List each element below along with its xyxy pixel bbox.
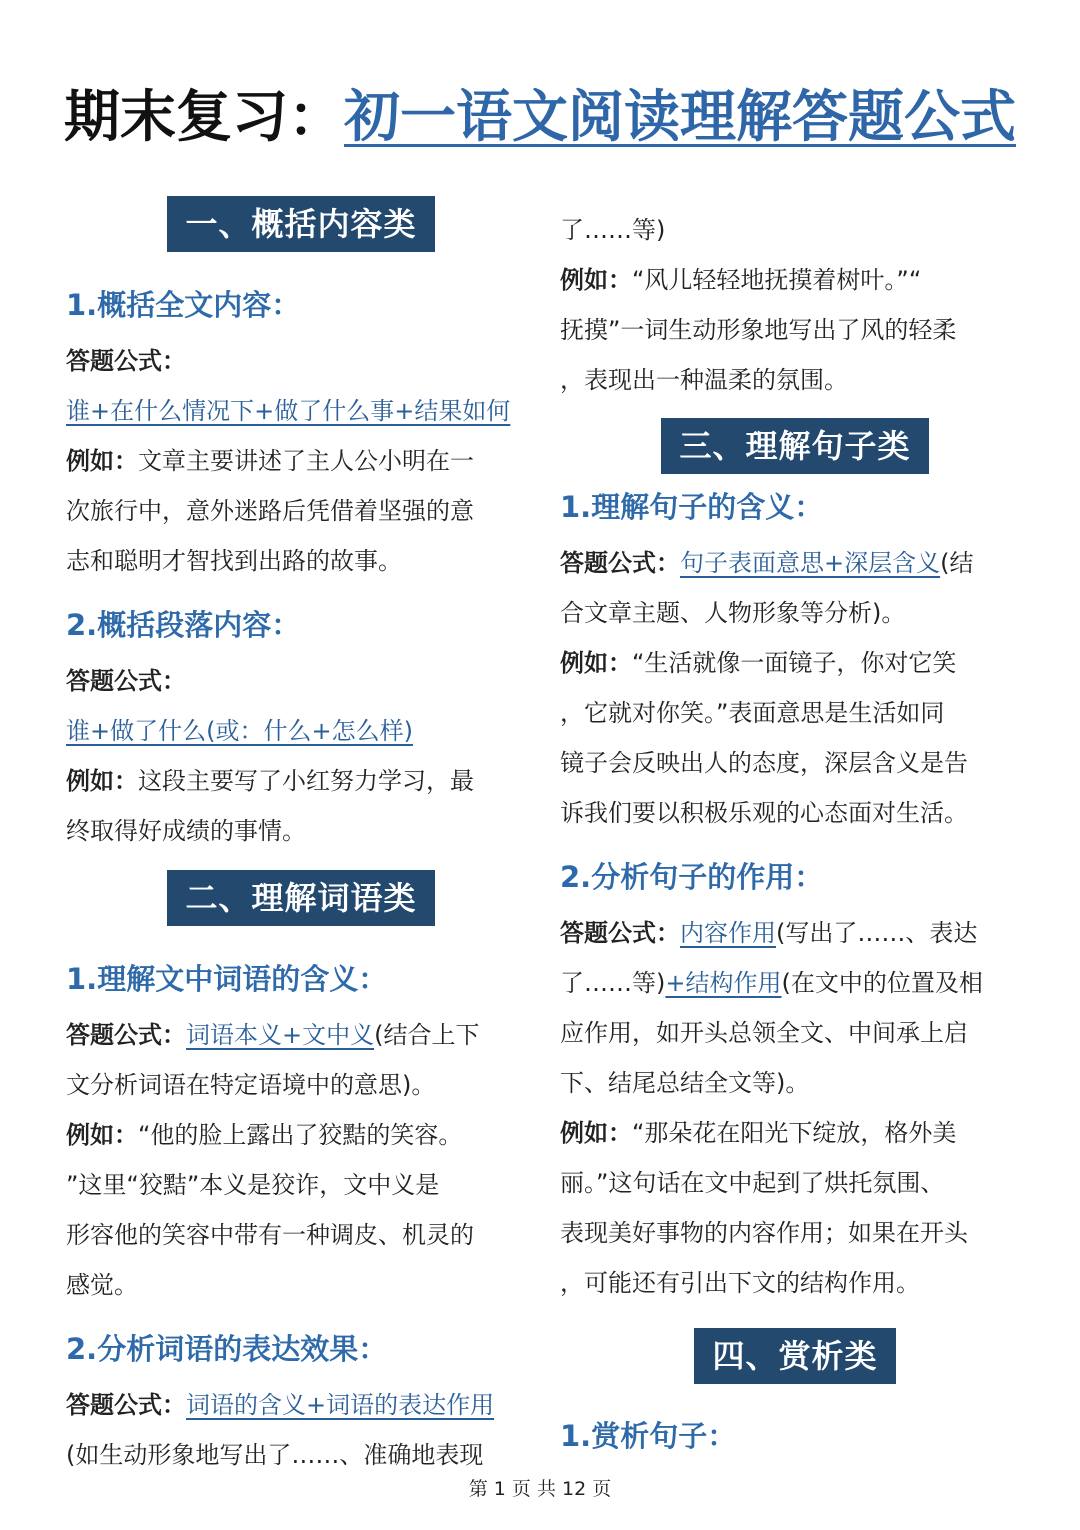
text-line: ，它就对你笑。”表面意思是生活如同	[560, 699, 945, 727]
left-column	[66, 196, 536, 1480]
text-line: 终取得好成绩的事情。	[66, 817, 306, 845]
text-line: 志和聪明才智找到出路的故事。	[66, 547, 402, 575]
formula-text: +结构作用	[665, 969, 782, 997]
text-line: (结合上下	[374, 1021, 480, 1049]
text-line: 了……等)	[560, 969, 666, 997]
text-line: 镜子会反映出人的态度，深层含义是告	[560, 749, 968, 777]
section-banner-words: 二、理解词语类	[167, 870, 434, 926]
paragraph	[66, 656, 536, 856]
subheading: 1.概括全文内容：	[66, 288, 301, 322]
text-line: (写出了……、表达	[776, 919, 978, 947]
text-line: 丽。”这句话在文中起到了烘托氛围、	[560, 1169, 945, 1197]
formula-text: 词语本义+文中义	[186, 1021, 375, 1049]
formula-label: 答题公式：	[560, 919, 680, 947]
text-line: 感觉。	[66, 1271, 138, 1299]
text-line: 了……等)	[560, 216, 666, 244]
subheading: 1.理解文中词语的含义：	[66, 962, 388, 996]
text-line: 形容他的笑容中带有一种调皮、机灵的	[66, 1221, 474, 1249]
subheading: 2.分析句子的作用：	[560, 860, 824, 894]
formula-label: 答题公式：	[66, 347, 186, 375]
text-line: 文分析词语在特定语境中的意思)。	[66, 1071, 436, 1099]
formula-label: 答题公式：	[66, 667, 186, 695]
formula-text: 词语的含义+词语的表达作用	[186, 1391, 495, 1419]
text-line: 抚摸”一词生动形象地写出了风的轻柔	[560, 316, 957, 344]
formula-text: 句子表面意思+深层含义	[680, 549, 941, 577]
text-line: “生活就像一面镜子，你对它笑	[632, 649, 957, 677]
paragraph	[560, 538, 1030, 838]
formula-label: 答题公式：	[66, 1021, 186, 1049]
text-line: (结	[940, 549, 974, 577]
text-line: 合文章主题、人物形象等分析)。	[560, 599, 906, 627]
title-main: 初一语文阅读理解答题公式	[344, 85, 1016, 150]
text-line: 次旅行中，意外迷路后凭借着坚强的意	[66, 497, 474, 525]
text-line: 这段主要写了小红努力学习，最	[138, 767, 474, 795]
paragraph	[66, 336, 536, 586]
subheading: 2.概括段落内容：	[66, 608, 301, 642]
section-banner-appreciation: 四、赏析类	[694, 1328, 895, 1384]
title-prefix: 期末复习：	[64, 85, 344, 150]
section-banner-summary: 一、概括内容类	[167, 196, 434, 252]
text-line: “风儿轻轻地抚摸着树叶。”“	[632, 266, 922, 294]
paragraph	[66, 1010, 536, 1310]
text-line: ，表现出一种温柔的氛围。	[560, 366, 848, 394]
page-number: 第 1 页 共 12 页	[468, 1478, 612, 1500]
subheading: 1.赏析句子：	[560, 1419, 737, 1453]
page-title	[0, 78, 1080, 158]
paragraph	[560, 908, 1030, 1308]
example-label: 例如：	[560, 649, 632, 677]
paragraph	[66, 1380, 536, 1480]
example-label: 例如：	[66, 447, 138, 475]
text-line: (如生动形象地写出了……、准确地表现	[66, 1441, 484, 1469]
formula-label: 答题公式：	[66, 1391, 186, 1419]
text-line: 文章主要讲述了主人公小明在一	[138, 447, 474, 475]
formula-label: 答题公式：	[560, 549, 680, 577]
example-label: 例如：	[560, 1119, 632, 1147]
text-line: 下、结尾总结全文等)。	[560, 1069, 810, 1097]
formula-text: 谁+做了什么(或：什么+怎么样)	[66, 717, 413, 745]
formula-text: 谁+在什么情况下+做了什么事+结果如何	[66, 397, 511, 425]
example-label: 例如：	[66, 1121, 138, 1149]
section-banner-sentences: 三、理解句子类	[661, 418, 928, 474]
text-line: ”这里“狡黠”本义是狡诈，文中义是	[66, 1171, 440, 1199]
text-line: ，可能还有引出下文的结构作用。	[560, 1269, 920, 1297]
text-line: “他的脸上露出了狡黠的笑容。	[138, 1121, 463, 1149]
example-label: 例如：	[66, 767, 138, 795]
text-line: 应作用，如开头总领全文、中间承上启	[560, 1019, 968, 1047]
example-label: 例如：	[560, 266, 632, 294]
paragraph	[560, 205, 1030, 405]
text-line: 诉我们要以积极乐观的心态面对生活。	[560, 799, 968, 827]
subheading: 1.理解句子的含义：	[560, 490, 824, 524]
text-line: 表现美好事物的内容作用；如果在开头	[560, 1219, 968, 1247]
right-column	[560, 205, 1030, 1467]
text-line: (在文中的位置及相	[781, 969, 983, 997]
subheading: 2.分析词语的表达效果：	[66, 1332, 388, 1366]
formula-text: 内容作用	[680, 919, 776, 947]
text-line: “那朵花在阳光下绽放，格外美	[632, 1119, 957, 1147]
